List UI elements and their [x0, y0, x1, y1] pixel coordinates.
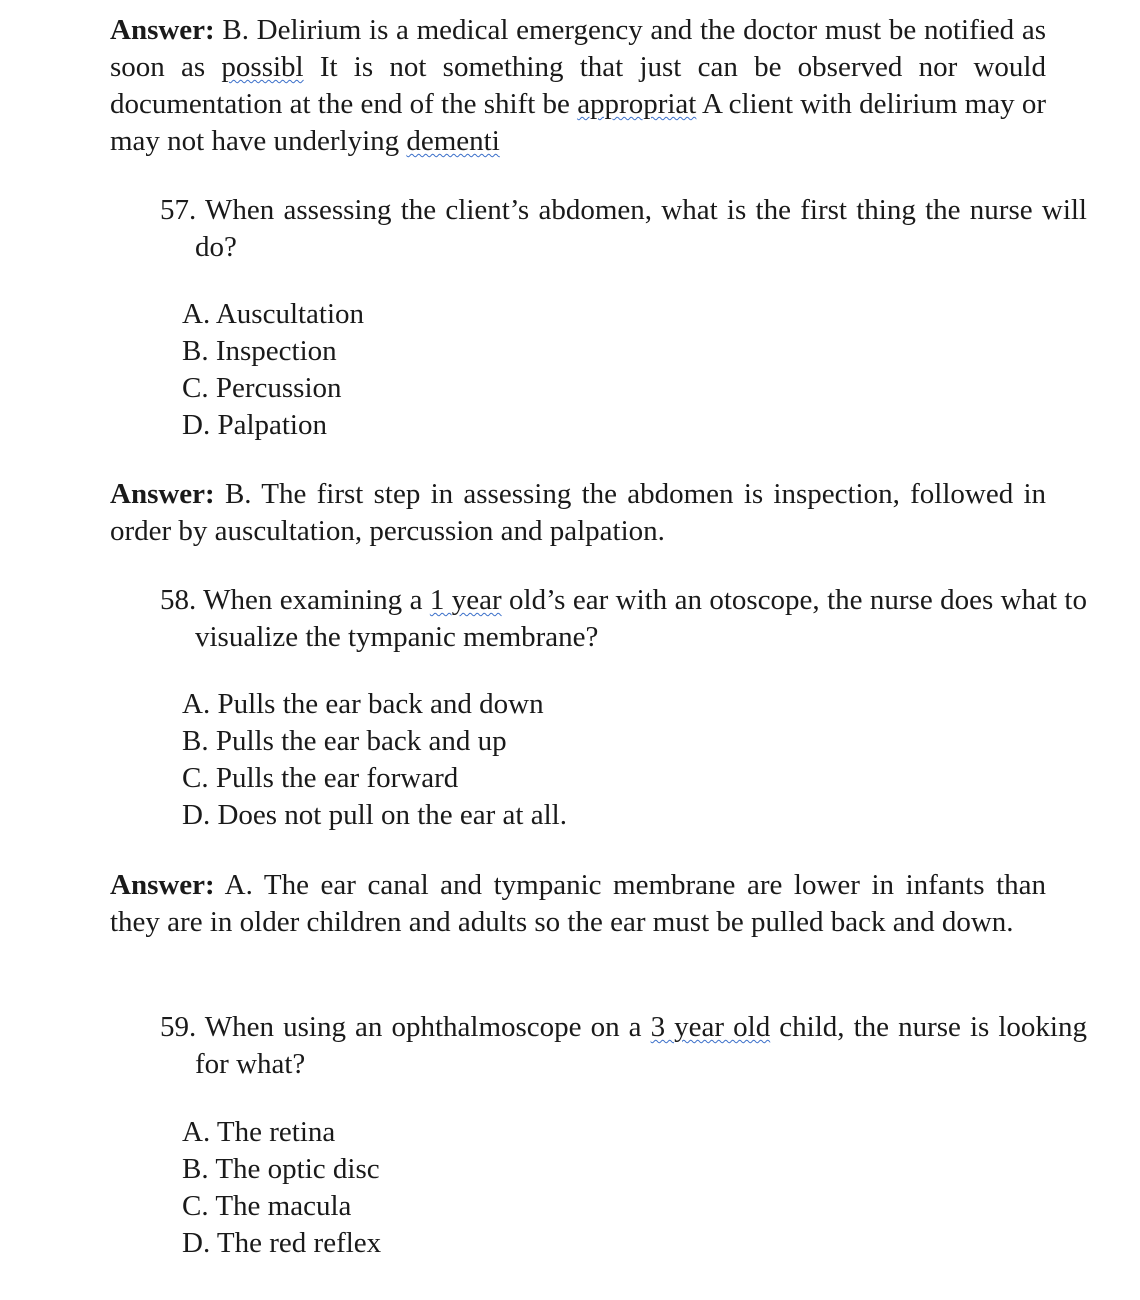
option-d: D. Palpation: [182, 409, 327, 441]
misspelled-word[interactable]: appropriat: [577, 88, 697, 120]
answer-label: Answer:: [110, 869, 215, 901]
answer-57-text: B. The first step in assessing the abdomen is inspection, followed in order by auscultation, percussion and palpation.: [110, 478, 1047, 547]
misspelled-word[interactable]: possibl: [221, 51, 304, 83]
answer-56-text-2: It is not something that just can be observed nor would documentation at the end of the shift be: [110, 51, 1046, 120]
question-57: [160, 192, 1087, 266]
option-a: A. The retina: [182, 1116, 336, 1148]
option-c: C. The macula: [182, 1190, 352, 1222]
option-a: A. Auscultation: [182, 298, 365, 330]
answer-58-text: A. The ear canal and tympanic membrane are lower in infants than they are in older children and adults so the ear must be pulled back and down.: [110, 869, 1047, 938]
answer-58: [110, 867, 1046, 941]
question-58-text-1: 58. When examining a: [160, 584, 430, 616]
question-59-options: [182, 1114, 381, 1262]
answer-label: Answer:: [110, 478, 215, 510]
question-57-text: 57. When assessing the client’s abdomen, what is the first thing the nurse will do?: [160, 194, 1087, 263]
grammar-flagged-phrase[interactable]: 1 year: [429, 584, 502, 616]
question-58: [160, 582, 1087, 656]
answer-label: Answer:: [110, 14, 215, 46]
misspelled-word[interactable]: dementi: [406, 125, 500, 157]
answer-56-text-3: A client with delirium may or may not have underlying: [110, 88, 1046, 157]
question-58-options: [182, 686, 567, 834]
option-d: D. Does not pull on the ear at all.: [182, 799, 567, 831]
answer-56: [110, 12, 1046, 160]
option-b: B. Pulls the ear back and up: [182, 725, 507, 757]
option-d: D. The red reflex: [182, 1227, 382, 1259]
question-58-text-2: old’s ear with an otoscope, the nurse does what to visualize the tympanic membrane?: [195, 584, 1087, 653]
question-57-options: [182, 296, 364, 444]
answer-56-text-1: B. Delirium is a medical emergency and the doctor must be notified as soon as: [110, 14, 1046, 83]
option-b: B. The optic disc: [182, 1153, 380, 1185]
grammar-flagged-phrase[interactable]: 3 year old: [650, 1011, 771, 1043]
question-59: [160, 1009, 1087, 1083]
question-59-text-2: child, the nurse is looking for what?: [195, 1011, 1087, 1080]
option-b: B. Inspection: [182, 335, 337, 367]
question-59-text-1: 59. When using an ophthalmoscope on a: [160, 1011, 651, 1043]
option-a: A. Pulls the ear back and down: [182, 688, 544, 720]
option-c: C. Percussion: [182, 372, 342, 404]
option-c: C. Pulls the ear forward: [182, 762, 459, 794]
answer-57: [110, 476, 1046, 550]
